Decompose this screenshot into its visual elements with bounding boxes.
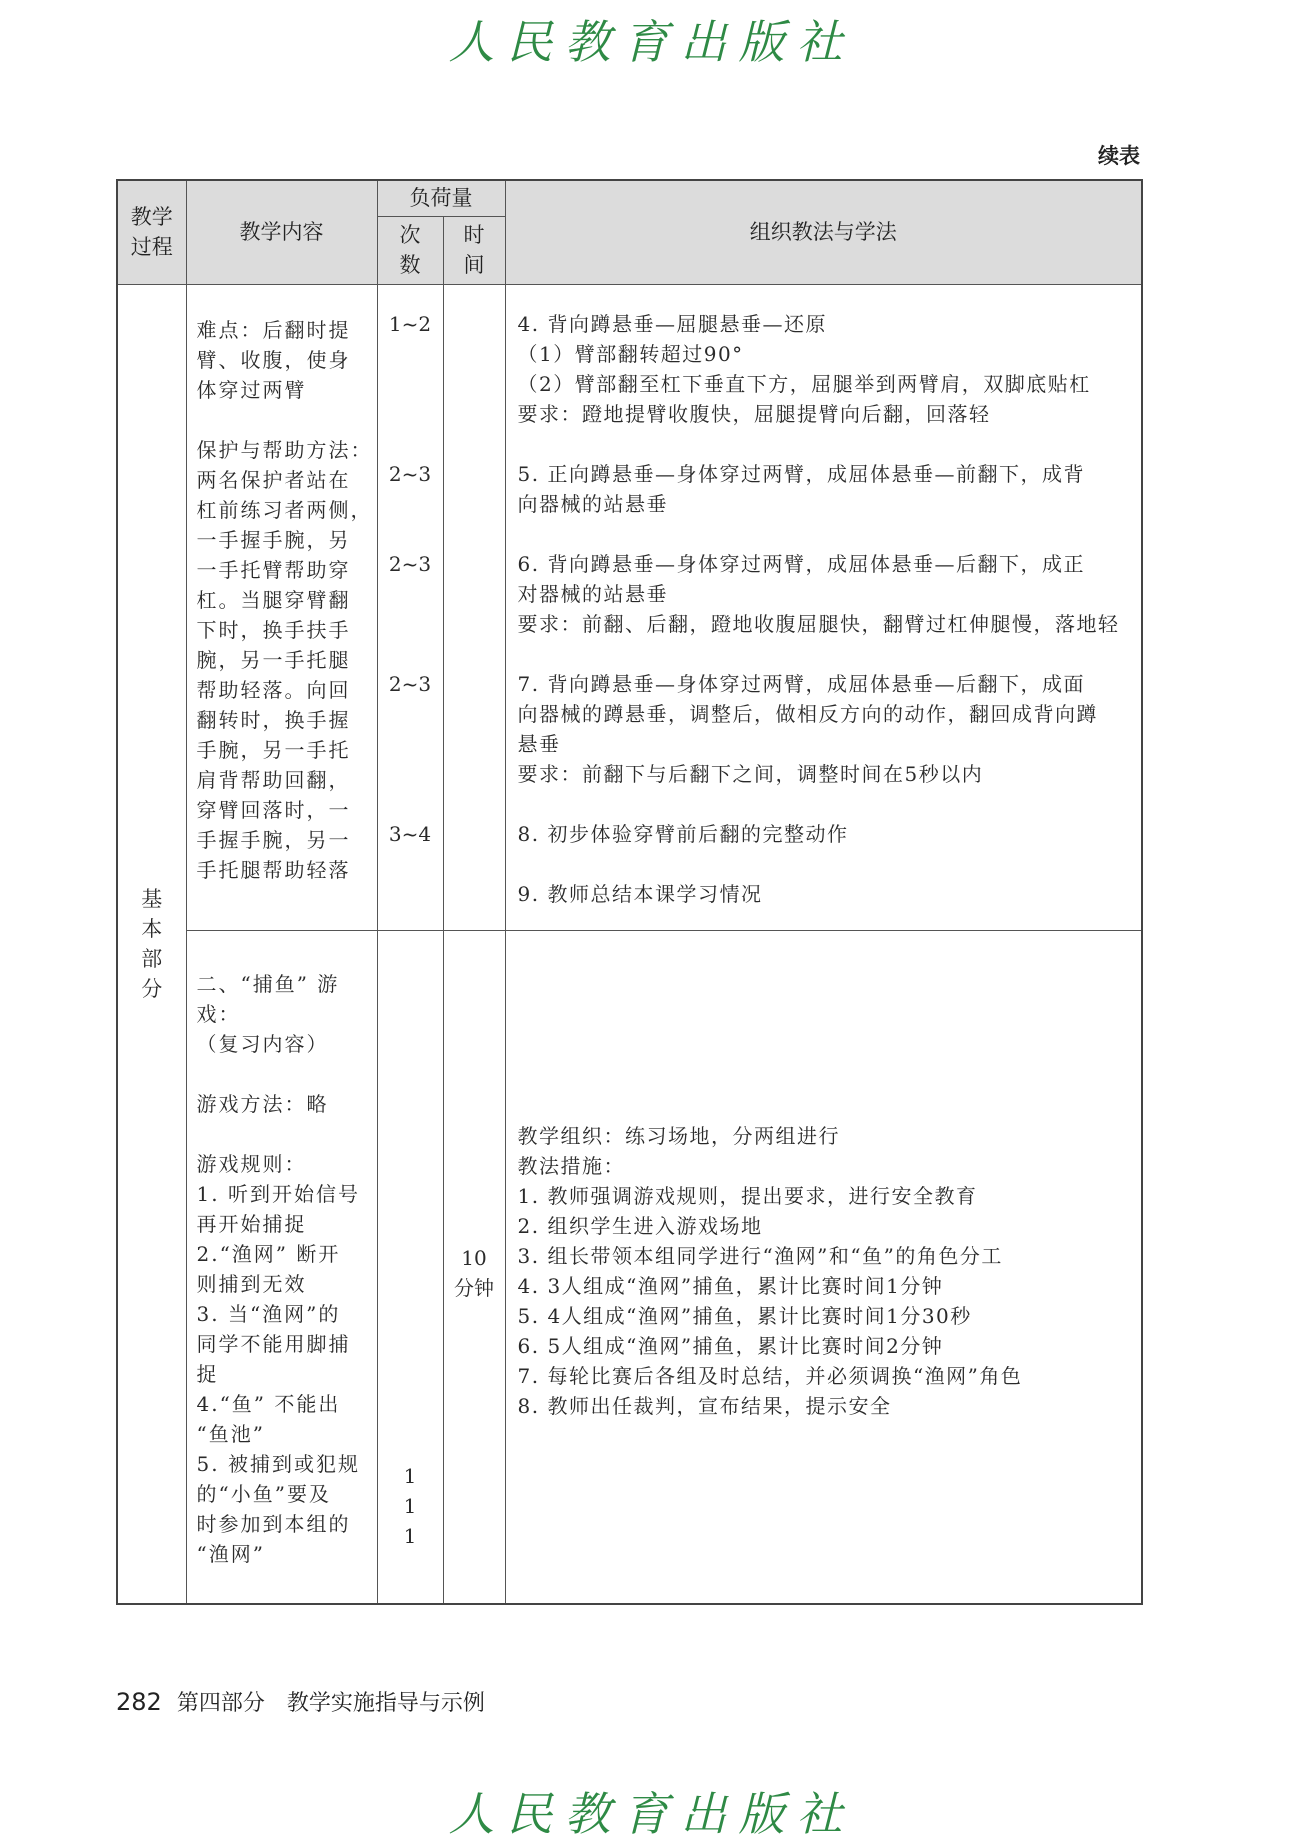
method-cell bbox=[505, 930, 1142, 1604]
page-footer bbox=[116, 1686, 485, 1717]
section-title: 第四部分 教学实施指导与示例 bbox=[176, 1691, 485, 1716]
continued-label: 续表 bbox=[1098, 144, 1140, 168]
count-cell bbox=[377, 284, 443, 930]
lesson-plan-table bbox=[116, 179, 1143, 1605]
publisher-logo-bottom: 人民教育出版社 bbox=[448, 1787, 855, 1841]
header-process: 教学 过程 bbox=[117, 180, 186, 284]
header-count: 次 数 bbox=[377, 216, 443, 284]
time-cell bbox=[443, 284, 505, 930]
method-text: 4. 背向蹲悬垂—屈腿悬垂—还原 （1）臂部翻转超过90° （2）臂部翻至杠下垂直下方，屈腿举到两臂肩，双脚底贴杠 要求：蹬地提臂收腹快，屈腿提臂向后翻，回落轻 5. 正向蹲悬垂—身体穿过两臂，成屈体悬垂—前翻下，成背 向器械的站悬垂 6. 背向蹲悬垂—身体穿过两臂，成屈体悬垂—后翻下，成正 对器械的站悬垂 要求：前翻、后翻，蹬地收腹屈腿快，翻臂过杠伸腿慢，落地轻 7. 背向蹲悬垂—身体穿过两臂，成屈体悬垂—后翻下，成面 向器械的蹲悬垂，调整后，做相反方向的动作，翻回成背向蹲 悬垂 要求：前翻下与后翻下之间，调整时间在5秒以内 8. 初步体验穿臂前后翻的完整动作 9. 教师总结本课学习情况 bbox=[517, 311, 1120, 906]
publisher-logo-top: 人民教育出版社 bbox=[448, 15, 855, 69]
count-text: 1~2 2~3 2~3 2~3 3~4 bbox=[388, 311, 432, 846]
header-load: 负荷量 bbox=[377, 180, 505, 216]
content-cell bbox=[186, 284, 377, 930]
method-cell bbox=[505, 284, 1142, 930]
content-text: 难点：后翻时提 臂、收腹，使身 体穿过两臂 保护与帮助方法： 两名保护者站在 杠前练习者两侧， 一手握手腕，另 一手托臂帮助穿 杠。当腿穿臂翻 下时，换手扶手 腕，另一手托腿 帮助轻落。向回 翻转时，换手握 手腕，另一手托 肩背帮助回翻， 穿臂回落时，一 手握手腕，另一 手托腿帮助轻落 bbox=[196, 317, 373, 882]
table-row bbox=[117, 284, 1142, 930]
process-cell bbox=[117, 284, 186, 1604]
time-cell bbox=[443, 930, 505, 1604]
count-cell bbox=[377, 930, 443, 1604]
header-content: 教学内容 bbox=[186, 180, 377, 284]
process-label: 基 本 部 分 bbox=[141, 886, 163, 1001]
header-method: 组织教法与学法 bbox=[505, 180, 1142, 284]
page-number: 282 bbox=[116, 1688, 162, 1716]
content-cell bbox=[186, 930, 377, 1604]
method-text: 教学组织：练习场地，分两组进行 教法措施： 1. 教师强调游戏规则，提出要求，进行安全教育 2. 组织学生进入游戏场地 3. 组长带领本组同学进行“渔网”和“鱼”的角色分工 4. 3人组成“渔网”捕鱼，累计比赛时间1分钟 5. 4人组成“渔网”捕鱼，累计比赛时间1分30秒 6. 5人组成“渔网”捕鱼，累计比赛时间2分钟 7. 每轮比赛后各组及时总结，并必须调换“渔网”角色 8. 教师出任裁判，宣布结果，提示安全 bbox=[517, 1123, 1023, 1418]
table-row bbox=[117, 930, 1142, 1604]
content-text: 二、“捕鱼” 游 戏： （复习内容） 游戏方法：略 游戏规则： 1. 听到开始信号 再开始捕捉 2.“渔网” 断开 则捕到无效 3. 当“渔网”的 同学不能用脚捕 捉 4.“鱼” 不能出 “鱼池” 5. 被捕到或犯规 的“小鱼”要及 时参加到本组的 “渔网” bbox=[196, 971, 360, 1566]
count-text: 1 1 1 bbox=[403, 1463, 417, 1548]
time-text: 10 分钟 bbox=[454, 1245, 494, 1300]
header-time: 时 间 bbox=[443, 216, 505, 284]
